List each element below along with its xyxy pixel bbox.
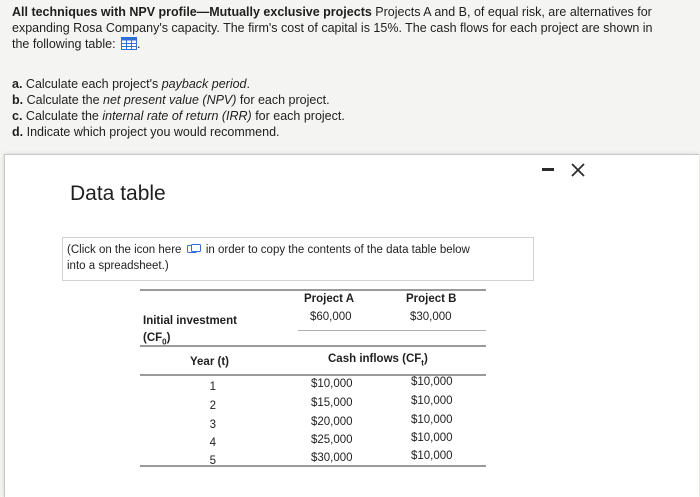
- initial-b: $30,000: [410, 311, 452, 323]
- table-row-a: $10,000: [311, 378, 353, 390]
- close-icon[interactable]: [569, 161, 587, 179]
- copy-to-spreadsheet-icon[interactable]: [187, 243, 201, 253]
- question-list: [12, 76, 345, 140]
- table-grid-icon[interactable]: [121, 37, 137, 50]
- table-row-b: $10,000: [411, 395, 453, 407]
- problem-statement: All techniques with NPV profile—Mutually exclusive projects Projects A and B, of equal risk, are alternatives for expanding Rosa Company's capacity. The firm's cost of capital is 15%. The cash flows for each project are shown in the following table: .: [12, 5, 653, 51]
- problem-text-2: expanding Rosa Company's capacity. The firm's cost of capital is 15%. The cash flows for each project are shown in: [12, 21, 653, 35]
- col-header-project-a: Project A: [304, 293, 355, 305]
- problem-text-1: Projects A and B, of equal risk, are alternatives for: [375, 5, 652, 19]
- question-b: b. Calculate the net present value (NPV) for each project.: [12, 93, 330, 107]
- initial-investment-symbol: $(CF_0)$: [143, 332, 171, 347]
- table-row-b: $10,000: [411, 414, 453, 426]
- year-header: Year (t): [190, 356, 229, 368]
- table-row-year: 3: [209, 419, 216, 431]
- table-row-year: 2: [209, 400, 216, 412]
- table-rule-header: [298, 330, 486, 331]
- problem-title: All techniques with NPV profile—Mutually exclusive projects: [12, 5, 372, 19]
- question-a: a. Calculate each project's payback period.: [12, 77, 250, 91]
- modal-title: Data table: [70, 182, 166, 205]
- table-row-b: $10,000: [411, 432, 453, 444]
- problem-text-3: the following table:: [12, 37, 116, 51]
- table-rule-bottom: [140, 465, 486, 467]
- table-row-year: 1: [209, 381, 216, 393]
- table-row-a: $25,000: [311, 434, 353, 446]
- table-row-b: $10,000: [411, 376, 453, 388]
- table-row-a: $15,000: [311, 397, 353, 409]
- table-row-year: 5: [209, 455, 216, 467]
- minimize-icon[interactable]: [542, 168, 554, 171]
- table-rule-top: [140, 289, 486, 291]
- table-row-a: $30,000: [311, 452, 353, 464]
- cash-inflows-header: Cash inflows $(CF_t)$: [328, 353, 428, 368]
- col-header-project-b: Project B: [406, 293, 457, 305]
- table-row-b: $10,000: [411, 450, 453, 462]
- question-c: c. Calculate the internal rate of return (IRR) for each project.: [12, 109, 345, 123]
- initial-a: $60,000: [310, 311, 352, 323]
- initial-investment-label: Initial investment: [143, 315, 237, 327]
- copy-hint: (Click on the icon here in order to copy the contents of the data table below into a spreadsheet.): [67, 244, 470, 272]
- question-d: d. Indicate which project you would recommend.: [12, 125, 280, 139]
- table-row-year: 4: [209, 437, 216, 449]
- table-rule-mid: [140, 345, 486, 347]
- table-row-a: $20,000: [311, 416, 353, 428]
